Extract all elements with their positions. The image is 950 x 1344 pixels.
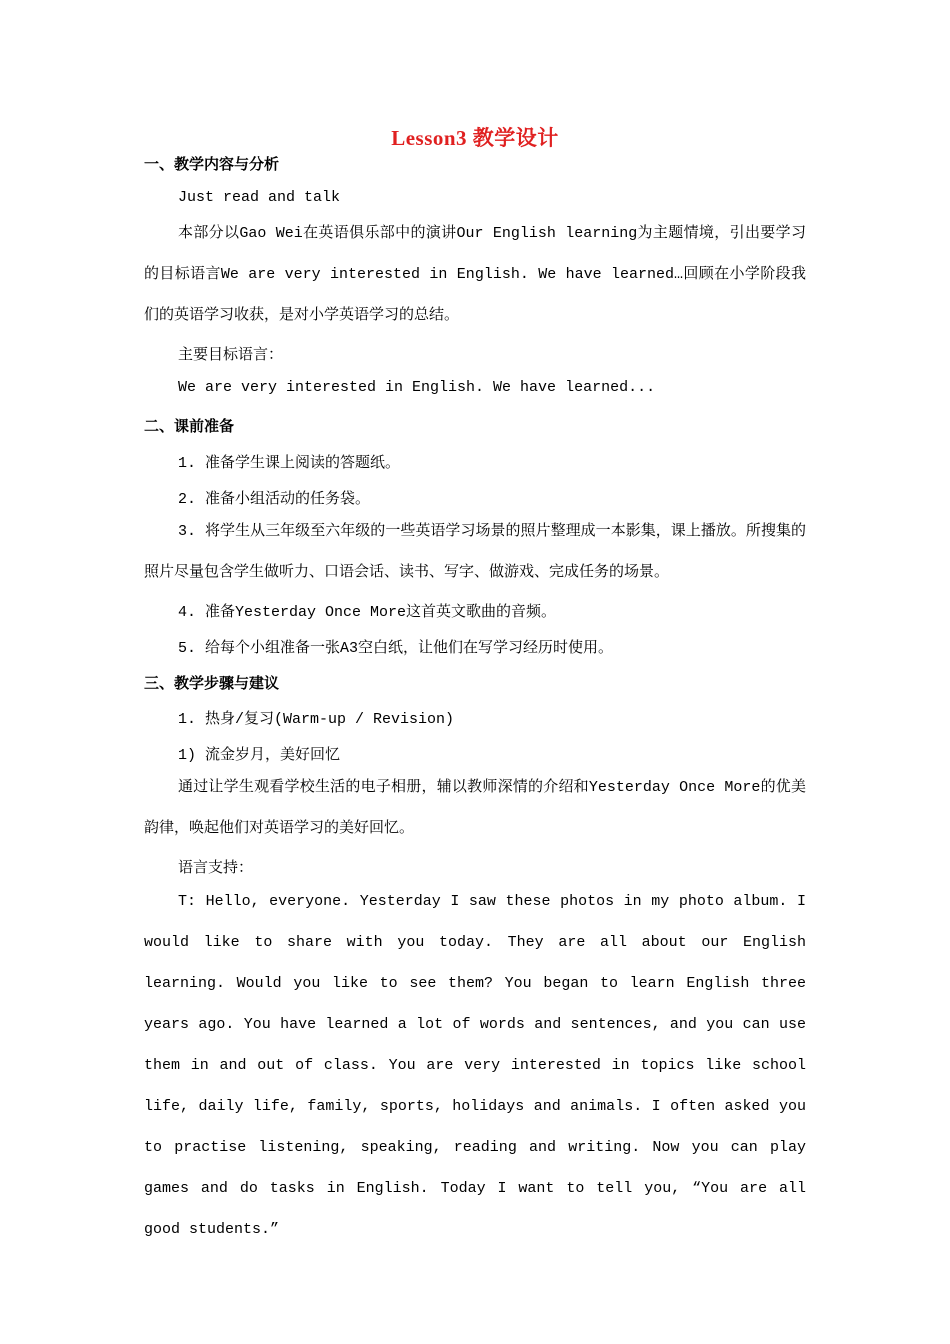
prep-item-2: 2. 准备小组活动的任务袋。 — [178, 491, 371, 508]
prep-item-4: 4. 准备Yesterday Once More这首英文歌曲的音频。 — [178, 604, 557, 621]
prep-item-3: 3. 将学生从三年级至六年级的一些英语学习场景的照片整理成一本影集，课上播放。所搜集的照片尽量包含学生做听力、口语会话、读书、写字、做游戏、完成任务的场景。 — [144, 523, 806, 581]
section-heading-analysis: 一、教学内容与分析 — [144, 155, 280, 173]
prep-item-5: 5. 给每个小组准备一张A3空白纸，让他们在写学习经历时使用。 — [178, 640, 614, 657]
step-1-paragraph: 通过让学生观看学校生活的电子相册，辅以教师深情的介绍和Yesterday Once More的优美韵律，唤起他们对英语学习的美好回忆。 — [144, 779, 806, 837]
target-language-label: 主要目标语言： — [178, 347, 284, 364]
prep-item-1: 1. 准备学生课上阅读的答题纸。 — [178, 455, 401, 472]
target-language-text: We are very interested in English. We have learned... — [178, 379, 656, 396]
language-support-label: 语言支持： — [178, 860, 254, 877]
step-1-sub: 1) 流金岁月，美好回忆 — [178, 747, 341, 764]
step-1: 1. 热身/复习(Warm-up / Revision) — [178, 711, 455, 728]
document-title: Lesson3 教学设计 — [391, 126, 559, 150]
analysis-paragraph: 本部分以Gao Wei在英语俱乐部中的演讲Our English learning为主题情境，引出要学习的目标语言We are very interested in English. We have learned…回顾在小学阶段我们的英语学习收获，是对小学英语学习的总结。 — [144, 225, 806, 324]
teacher-dialogue: T: Hello, everyone. Yesterday I saw these photos in my photo album. I would like to share with you today. They are all about our English learning. Would you like to see them? You began to learn English three years ago. You have learned a lot of words and sentences, and you can use them in and out of class. You are very interested in topics like school life, daily life, family, sports, holidays and animals. I often asked you to practise listening, speaking, reading and writing. Now you can play games and do tasks in English. Today I want to tell you, “You are all good students.” — [144, 893, 806, 1238]
section-heading-preparation: 二、课前准备 — [144, 417, 235, 435]
section-heading-steps: 三、教学步骤与建议 — [144, 674, 280, 692]
section-subtitle: Just read and talk — [178, 189, 341, 206]
